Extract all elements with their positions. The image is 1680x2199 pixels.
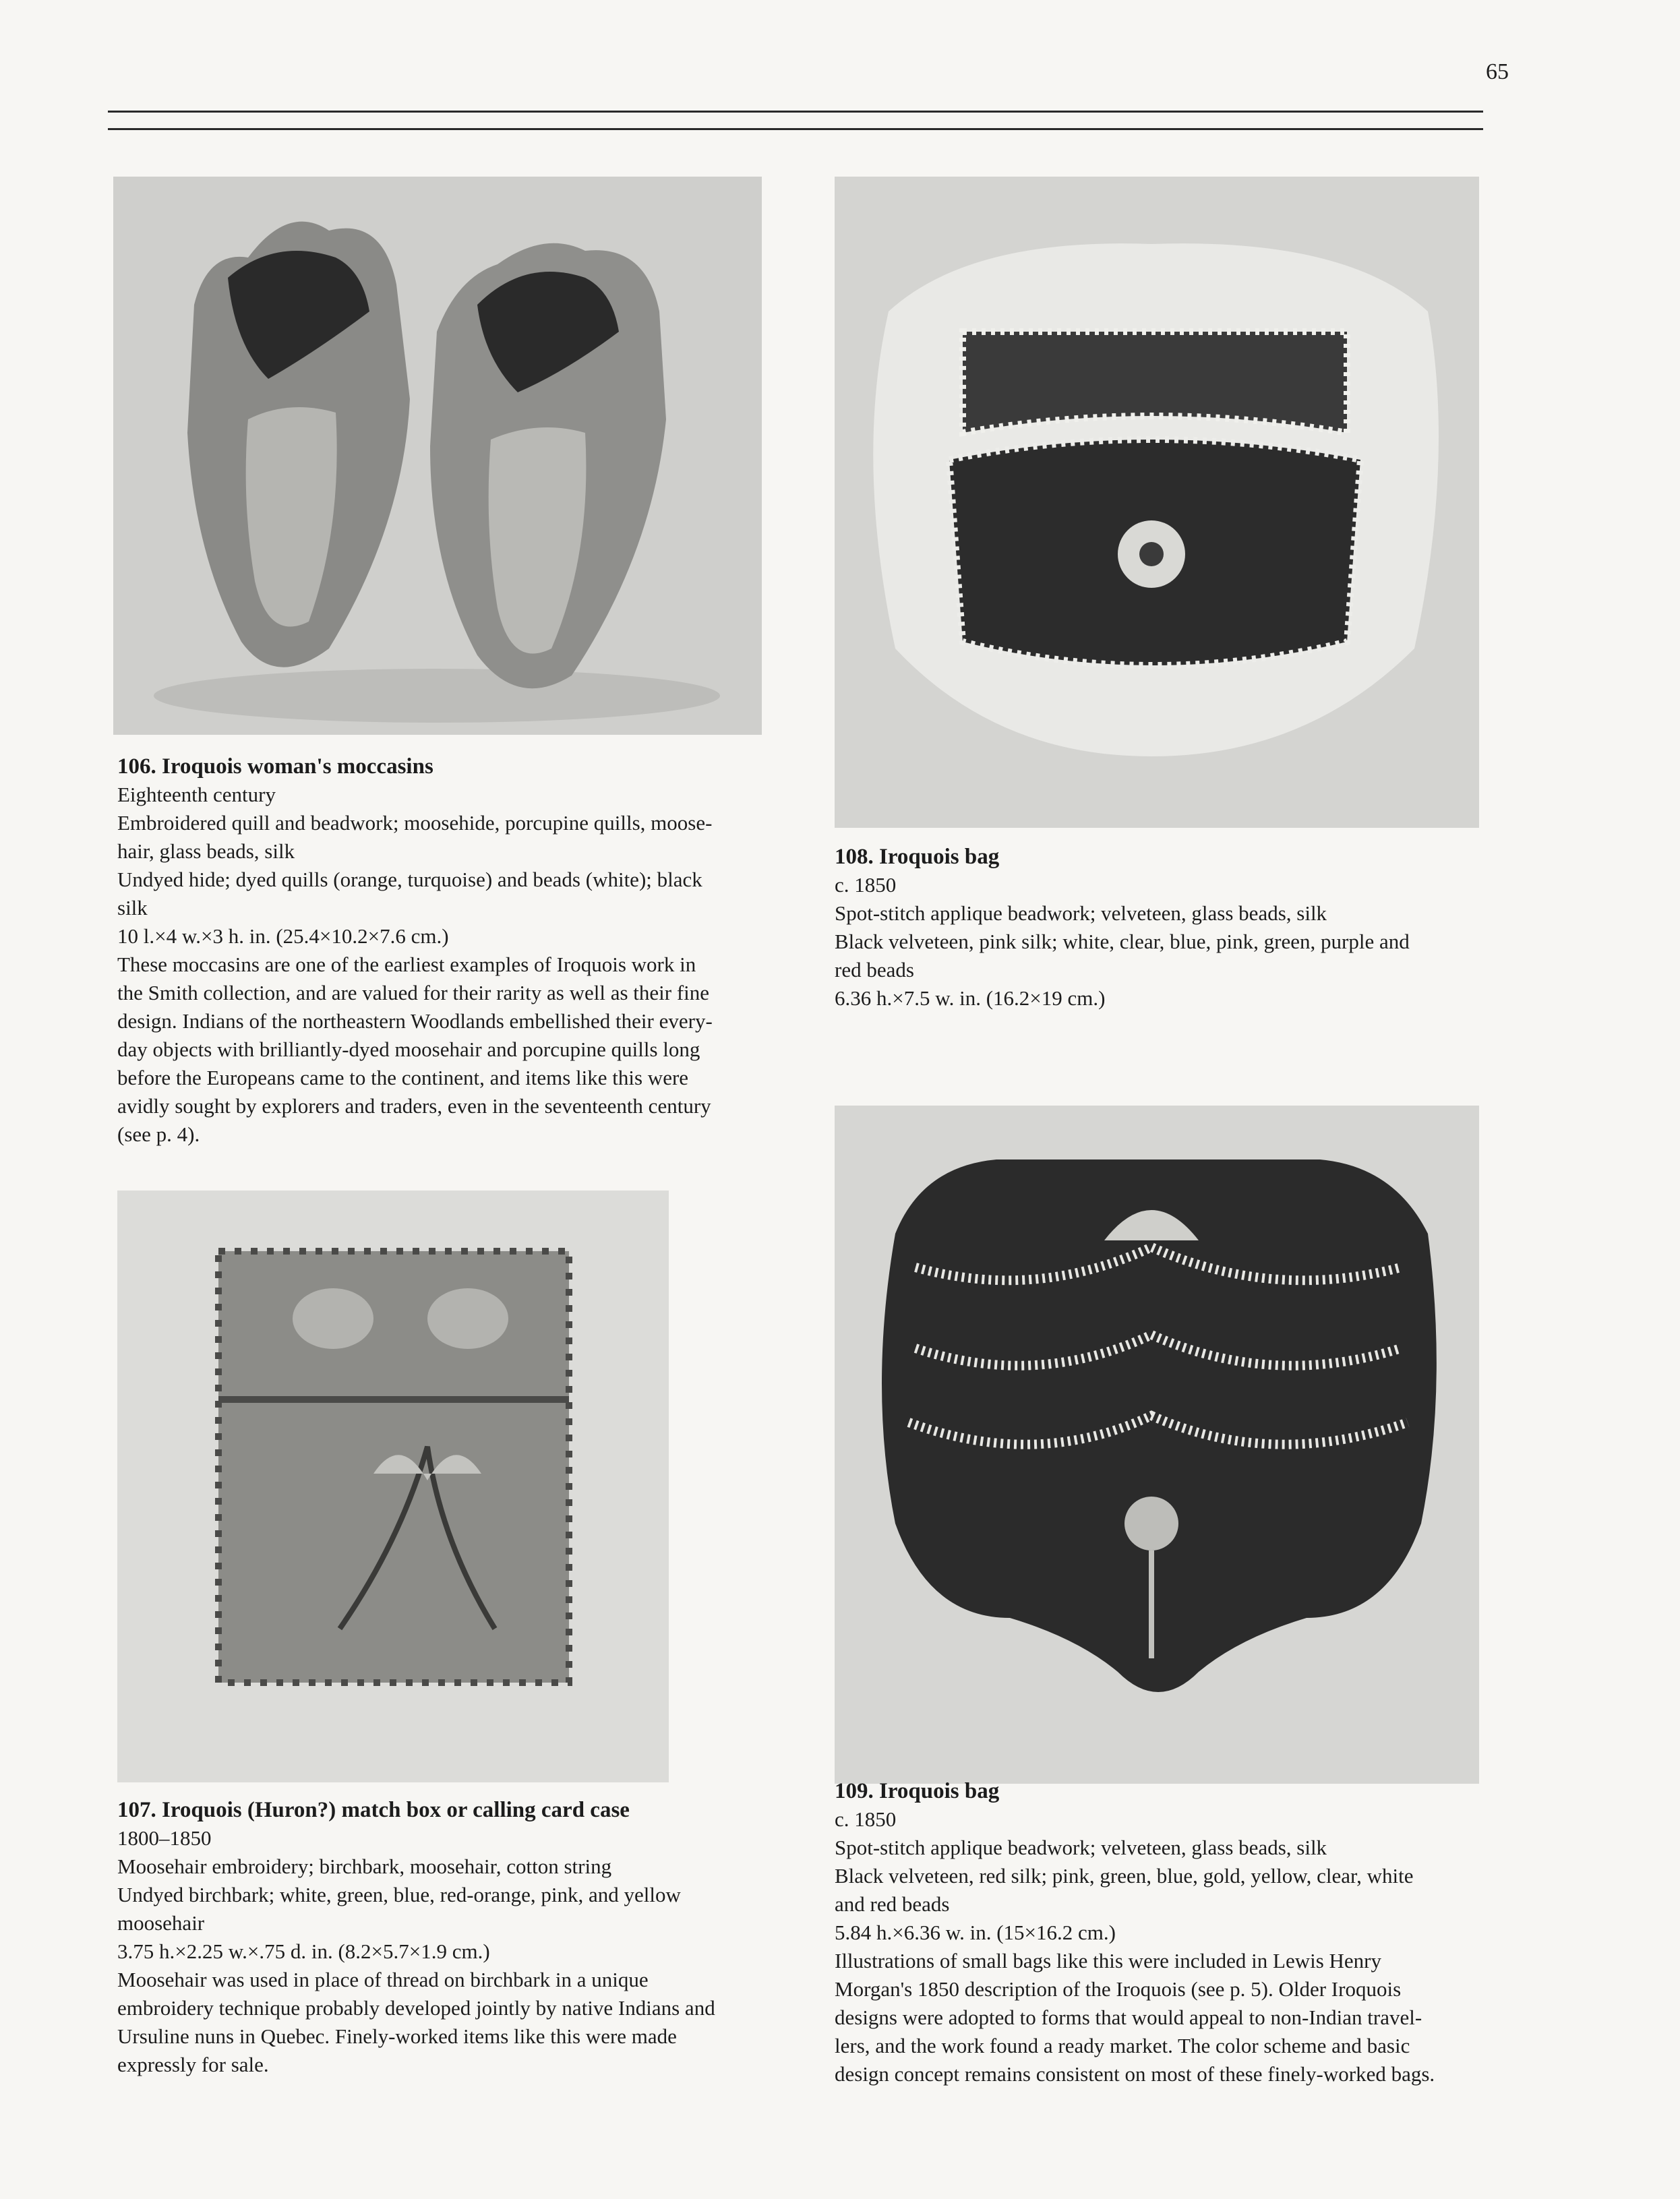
caption-line: the Smith collection, and are valued for their rarity as well as their fine <box>117 981 710 1004</box>
caption-line: Ursuline nuns in Quebec. Finely-worked items like this were made <box>117 2024 677 2048</box>
caption-line: moosehair <box>117 1911 205 1935</box>
caption-108 <box>835 843 1502 1013</box>
caption-line: Undyed birchbark; white, green, blue, red-orange, pink, and yellow <box>117 1883 681 1906</box>
caption-line: hair, glass beads, silk <box>117 839 295 863</box>
caption-line: avidly sought by explorers and traders, even in the seventeenth century <box>117 1094 711 1118</box>
caption-line: 1800–1850 <box>117 1826 212 1850</box>
caption-line: and red beads <box>835 1892 950 1916</box>
caption-line: Spot-stitch applique beadwork; velveteen, glass beads, silk <box>835 1836 1327 1859</box>
caption-106-title: 106. Iroquois woman's moccasins <box>117 754 433 779</box>
caption-107 <box>117 1796 785 2079</box>
caption-line: before the Europeans came to the continent, and items like this were <box>117 1066 689 1089</box>
caption-line: Illustrations of small bags like this were included in Lewis Henry <box>835 1949 1381 1972</box>
caption-line: 10 l.×4 w.×3 h. in. (25.4×10.2×7.6 cm.) <box>117 924 449 948</box>
caption-line: red beads <box>835 958 914 982</box>
caption-109-title: 109. Iroquois bag <box>835 1779 1000 1803</box>
caption-line: day objects with brilliantly-dyed moosehair and porcupine quills long <box>117 1037 700 1061</box>
caption-line: design concept remains consistent on most of these finely-worked bags. <box>835 2062 1435 2086</box>
caption-line: Eighteenth century <box>117 783 276 806</box>
caption-line: lers, and the work found a ready market. The color scheme and basic <box>835 2034 1410 2057</box>
caption-line: Black velveteen, red silk; pink, green, blue, gold, yellow, clear, white <box>835 1864 1414 1888</box>
match-box-photo <box>117 1191 669 1782</box>
caption-line: expressly for sale. <box>117 2053 269 2076</box>
bag-109-photo <box>835 1106 1479 1784</box>
caption-line: Black velveteen, pink silk; white, clear, blue, pink, green, purple and <box>835 930 1410 953</box>
caption-line: Spot-stitch applique beadwork; velveteen, glass beads, silk <box>835 901 1327 925</box>
caption-line: Moosehair was used in place of thread on birchbark in a unique <box>117 1968 649 1991</box>
caption-line: design. Indians of the northeastern Woodlands embellished their every- <box>117 1009 713 1033</box>
caption-107-title: 107. Iroquois (Huron?) match box or calling card case <box>117 1798 630 1822</box>
caption-108-title: 108. Iroquois bag <box>835 845 1000 869</box>
bag-108-photo <box>835 177 1479 828</box>
caption-line: silk <box>117 896 148 920</box>
caption-106 <box>117 752 771 1149</box>
caption-line: Embroidered quill and beadwork; moosehide, porcupine quills, moose- <box>117 811 713 835</box>
caption-line: c. 1850 <box>835 1807 897 1831</box>
caption-109 <box>835 1777 1509 2088</box>
caption-line: Moosehair embroidery; birchbark, moosehair, cotton string <box>117 1855 612 1878</box>
caption-line: c. 1850 <box>835 873 897 897</box>
caption-line: (see p. 4). <box>117 1122 200 1146</box>
header-rule-top <box>108 111 1483 113</box>
moccasins-photo <box>113 177 762 735</box>
caption-line: embroidery technique probably developed jointly by native Indians and <box>117 1996 715 2020</box>
caption-line: designs were adopted to forms that would appeal to non-Indian travel- <box>835 2006 1422 2029</box>
header-rule-bottom <box>108 128 1483 130</box>
caption-line: 6.36 h.×7.5 w. in. (16.2×19 cm.) <box>835 986 1106 1010</box>
caption-line: 3.75 h.×2.25 w.×.75 d. in. (8.2×5.7×1.9 cm.) <box>117 1939 490 1963</box>
page-number: 65 <box>1486 59 1509 84</box>
caption-line: Undyed hide; dyed quills (orange, turquoise) and beads (white); black <box>117 868 702 891</box>
caption-line: 5.84 h.×6.36 w. in. (15×16.2 cm.) <box>835 1921 1116 1944</box>
caption-line: Morgan's 1850 description of the Iroquois (see p. 5). Older Iroquois <box>835 1977 1402 2001</box>
caption-line: These moccasins are one of the earliest examples of Iroquois work in <box>117 953 696 976</box>
